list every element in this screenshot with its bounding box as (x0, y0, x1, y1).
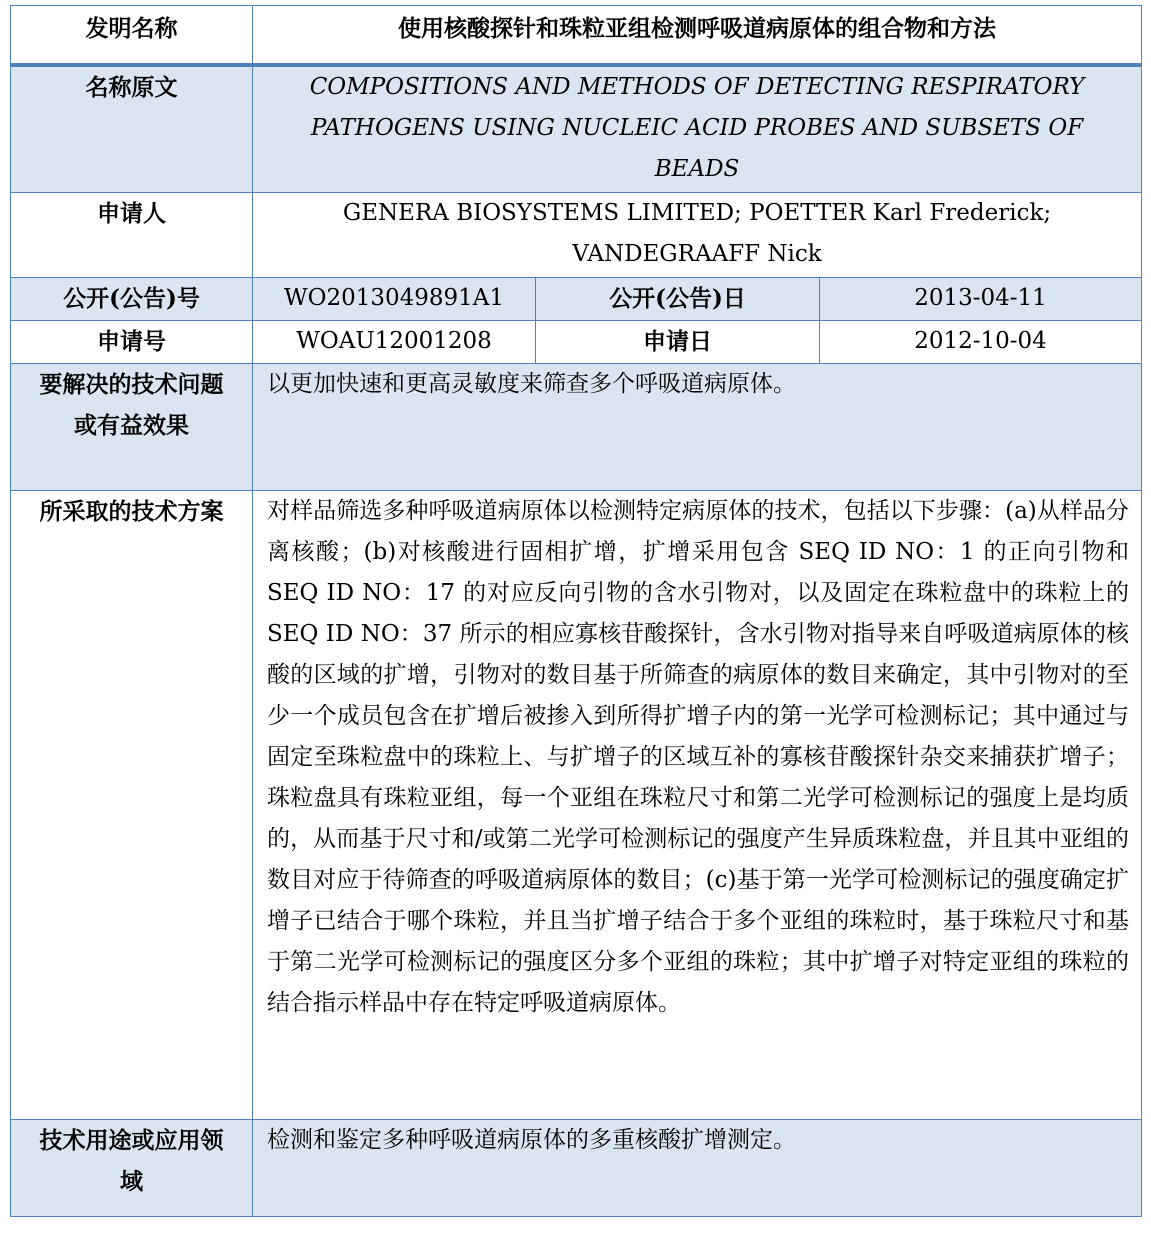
value-app-date: 2012-10-04 (820, 321, 1142, 364)
value-applicant: GENERA BIOSYSTEMS LIMITED; POETTER Karl Frederick; VANDEGRAAFF Nick (253, 193, 1142, 278)
label-app-date: 申请日 (536, 321, 820, 364)
label-title: 发明名称 (11, 6, 253, 66)
row-publication (11, 278, 1142, 321)
value-pub-date: 2013-04-11 (820, 278, 1142, 321)
value-title: 使用核酸探针和珠粒亚组检测呼吸道病原体的组合物和方法 (253, 6, 1142, 66)
label-solution: 所采取的技术方案 (11, 491, 253, 1120)
value-original-title: COMPOSITIONS AND METHODS OF DETECTING RESPIRATORY PATHOGENS USING NUCLEIC ACID PROBES AND SUBSETS OF BEADS (253, 65, 1142, 193)
label-applicant: 申请人 (11, 193, 253, 278)
value-pub-no: WO2013049891A1 (253, 278, 536, 321)
row-application (11, 321, 1142, 364)
label-problem: 要解决的技术问题或有益效果 (11, 364, 253, 491)
row-applicant (11, 193, 1142, 278)
label-original-title: 名称原文 (11, 65, 253, 193)
row-title (11, 6, 1142, 66)
label-pub-date: 公开(公告)日 (536, 278, 820, 321)
label-use: 技术用途或应用领域 (11, 1120, 253, 1217)
value-use: 检测和鉴定多种呼吸道病原体的多重核酸扩增测定。 (253, 1120, 1142, 1217)
value-app-no: WOAU12001208 (253, 321, 536, 364)
label-app-no: 申请号 (11, 321, 253, 364)
value-solution: 对样品筛选多种呼吸道病原体以检测特定病原体的技术，包括以下步骤：(a)从样品分离核酸；(b)对核酸进行固相扩增，扩增采用包含 SEQ ID NO：1 的正向引物和 SEQ ID NO：17 的对应反向引物的含水引物对，以及固定在珠粒盘中的珠粒上的 SEQ ID NO：37 所示的相应寡核苷酸探针，含水引物对指导来自呼吸道病原体的核酸的区域的扩增，引物对的数目基于所筛查的病原体的数目来确定，其中引物对的至少一个成员包含在扩增后被掺入到所得扩增子内的第一光学可检测标记；其中通过与固定至珠粒盘中的珠粒上、与扩增子的区域互补的寡核苷酸探针杂交来捕获扩增子；珠粒盘具有珠粒亚组，每一个亚组在珠粒尺寸和第二光学可检测标记的强度上是均质的，从而基于尺寸和/或第二光学可检测标记的强度产生异质珠粒盘，并且其中亚组的数目对应于待筛查的呼吸道病原体的数目；(c)基于第一光学可检测标记的强度确定扩增子已结合于哪个珠粒，并且当扩增子结合于多个亚组的珠粒时，基于珠粒尺寸和基于第二光学可检测标记的强度区分多个亚组的珠粒；其中扩增子对特定亚组的珠粒的结合指示样品中存在特定呼吸道病原体。 (253, 491, 1142, 1120)
row-solution (11, 491, 1142, 1120)
patent-summary-table (10, 5, 1142, 1217)
row-original-title (11, 65, 1142, 193)
row-use (11, 1120, 1142, 1217)
row-problem (11, 364, 1142, 491)
value-problem: 以更加快速和更高灵敏度来筛查多个呼吸道病原体。 (253, 364, 1142, 491)
label-pub-no: 公开(公告)号 (11, 278, 253, 321)
patent-summary-page (10, 5, 1141, 1217)
